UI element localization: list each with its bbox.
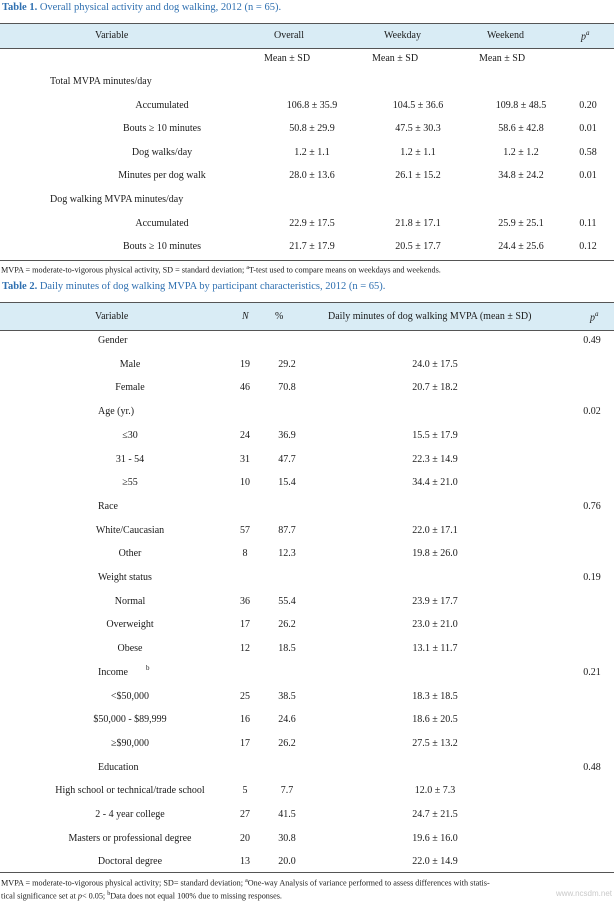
table-row: [0, 165, 614, 189]
cell-overall: 28.0 ± 13.6: [289, 170, 335, 182]
cell-n: 19: [240, 358, 250, 370]
cell-mvpa: 13.1 ± 11.7: [412, 643, 458, 655]
row-label: Normal: [114, 595, 146, 607]
cell-p: 0.12: [579, 241, 597, 253]
table1-header-p-sup: a: [586, 29, 590, 37]
table2-header-pct: %: [275, 311, 284, 322]
table-row: [0, 401, 614, 425]
cell-pct: 36.9: [278, 429, 296, 441]
table1-header-overall: Overall: [274, 30, 304, 41]
table-row: [0, 354, 614, 378]
table1-label: Table 1.: [2, 2, 38, 13]
cell-pct: 47.7: [278, 453, 296, 465]
row-label: Male: [119, 358, 141, 370]
cell-pct: 7.7: [280, 785, 294, 797]
row-label: Doctoral degree: [97, 856, 163, 868]
row-label: <$50,000: [110, 690, 150, 702]
cell-n: 27: [240, 809, 250, 820]
cell-weekday: 26.1 ± 15.2: [395, 170, 441, 182]
cell-p: 0.20: [579, 99, 597, 111]
cell-mvpa: 20.7 ± 18.2: [412, 382, 458, 394]
table-row: [0, 496, 614, 520]
cell-n: 12: [240, 643, 250, 655]
row-label: White/Caucasian: [95, 524, 165, 536]
table1-subheader-weekend: Mean ± SD: [479, 53, 526, 64]
row-label: Other: [118, 548, 142, 560]
cell-mvpa: 19.8 ± 26.0: [412, 548, 458, 560]
cell-weekend: 34.8 ± 24.2: [498, 170, 544, 182]
table-row: [0, 377, 614, 401]
table-row: [0, 591, 614, 615]
cell-weekend: 25.9 ± 25.1: [498, 217, 544, 229]
table-row: [0, 638, 614, 662]
cell-n: 13: [240, 856, 250, 868]
table1-header-weekday: Weekday: [384, 30, 421, 41]
table-row: [0, 330, 614, 354]
table-row: [0, 780, 614, 804]
cell-p: 0.19: [583, 572, 601, 583]
cell-weekday: 21.8 ± 17.1: [395, 217, 441, 229]
cell-weekday: 104.5 ± 36.6: [392, 99, 444, 111]
table1-subheader-weekday: Mean ± SD: [372, 53, 419, 64]
table-row: [0, 828, 614, 852]
cell-pct: 41.5: [278, 809, 296, 820]
cell-pct: 29.2: [278, 358, 296, 370]
table1-bottom-rule: [0, 260, 614, 261]
row-label: Gender: [98, 335, 128, 346]
table-row: [0, 686, 614, 710]
row-label: Minutes per dog walk: [118, 170, 206, 182]
row-label: Overweight: [106, 619, 154, 631]
cell-pct: 55.4: [278, 595, 296, 607]
cell-p: 0.01: [579, 170, 597, 182]
cell-n: 24: [240, 429, 250, 441]
row-label: Bouts ≥ 10 minutes: [123, 241, 201, 253]
row-label: Dog walks/day: [131, 146, 193, 158]
row-label: ≥55: [122, 477, 138, 489]
cell-p: 0.49: [583, 335, 601, 346]
row-label: Income: [98, 666, 128, 678]
table1-header-variable: Variable: [95, 30, 129, 41]
cell-mvpa: 15.5 ± 17.9: [412, 429, 458, 441]
table1-subheader-overall: Mean ± SD: [264, 53, 311, 64]
cell-n: 57: [240, 524, 250, 536]
cell-overall: 22.9 ± 17.5: [289, 217, 335, 229]
cell-p: 0.11: [579, 217, 597, 229]
cell-mvpa: 22.0 ± 17.1: [412, 524, 458, 536]
cell-mvpa: 22.0 ± 14.9: [412, 856, 458, 868]
table1-header-weekend: Weekend: [487, 30, 524, 41]
cell-mvpa: 27.5 ± 13.2: [412, 737, 458, 749]
cell-weekday: 1.2 ± 1.1: [400, 146, 436, 158]
row-label: Age (yr.): [98, 406, 135, 418]
cell-p: 0.76: [583, 500, 601, 512]
row-label-sup: b: [146, 663, 150, 672]
row-label: Obese: [117, 643, 143, 655]
cell-p: 0.01: [579, 123, 597, 135]
row-label: 2 - 4 year college: [95, 809, 165, 820]
cell-weekend: 109.8 ± 48.5: [495, 99, 547, 111]
cell-overall: 106.8 ± 35.9: [286, 99, 338, 111]
cell-p: 0.58: [579, 146, 597, 158]
table-row: [0, 804, 614, 828]
table-row: [0, 520, 614, 544]
cell-n: 20: [240, 832, 250, 844]
table1-title: Overall physical activity and dog walking, 2012 (n = 65).: [39, 2, 282, 13]
row-label: ≤30: [122, 429, 138, 441]
cell-weekend: 58.6 ± 42.8: [498, 123, 544, 135]
watermark: www.ncsdm.net: [555, 889, 612, 898]
table2-header-variable: Variable: [95, 311, 129, 322]
cell-pct: 87.7: [278, 524, 296, 536]
table-row: [0, 709, 614, 733]
cell-mvpa: 24.7 ± 21.5: [412, 809, 458, 820]
row-label: High school or technical/trade school: [55, 785, 205, 797]
table-row: [0, 472, 614, 496]
table-row: [0, 118, 614, 142]
cell-overall: 21.7 ± 17.9: [289, 241, 335, 253]
cell-p: 0.02: [583, 406, 601, 418]
cell-pct: 30.8: [278, 832, 296, 844]
table-row: [0, 614, 614, 638]
table-row: [0, 662, 614, 686]
cell-n: 17: [240, 619, 250, 631]
cell-mvpa: 23.0 ± 21.0: [412, 619, 458, 631]
row-label: Female: [115, 382, 145, 394]
cell-n: 16: [240, 714, 250, 726]
row-label: Race: [98, 500, 118, 512]
table1-footnote: MVPA = moderate-to-vigorous physical activity, SD = standard deviation; $^a$T-test used to compare means on weekdays and weekends.: [1, 265, 441, 275]
table1-header-p: $p^a$: [581, 29, 590, 43]
row-label: $50,000 - $89,999: [93, 714, 167, 726]
row-label: Weight status: [98, 572, 152, 583]
table-row: [0, 189, 614, 213]
cell-mvpa: 19.6 ± 16.0: [412, 832, 458, 844]
cell-mvpa: 22.3 ± 14.9: [412, 453, 458, 465]
row-label: Total MVPA minutes/day: [50, 76, 152, 87]
row-label: ≥$90,000: [111, 737, 149, 749]
table1-subheader: [0, 50, 614, 70]
table-row: [0, 236, 614, 260]
table-row: [0, 213, 614, 237]
cell-pct: 26.2: [278, 737, 296, 749]
cell-n: 10: [240, 477, 250, 489]
table-row: [0, 142, 614, 166]
cell-pct: 20.0: [278, 856, 296, 868]
cell-mvpa: 34.4 ± 21.0: [412, 477, 458, 489]
row-label: Education: [98, 761, 139, 773]
table-row: [0, 95, 614, 119]
table2-bottom-rule: [0, 872, 614, 873]
cell-pct: 70.8: [278, 382, 296, 394]
table2-caption: [2, 281, 614, 292]
cell-n: 36: [240, 595, 250, 607]
row-label: Dog walking MVPA minutes/day: [50, 194, 184, 205]
table-row: [0, 733, 614, 757]
table-row: [0, 567, 614, 591]
cell-mvpa: 23.9 ± 17.7: [412, 595, 458, 607]
table2-header-mvpa: Daily minutes of dog walking MVPA (mean ± SD): [328, 311, 532, 322]
cell-weekend: 24.4 ± 25.6: [498, 241, 544, 253]
cell-pct: 24.6: [278, 714, 296, 726]
table2-footnote: MVPA = moderate-to-vigorous physical activity; SD= standard deviation; $^a$One-way Analysis of variance performed to assess differences with statis- tical significance set at p< 0.05; $^b$Data does not equal 100% due to missing responses.: [1, 878, 490, 901]
table1-caption: [2, 2, 614, 13]
cell-weekend: 1.2 ± 1.2: [503, 146, 539, 158]
table-row: [0, 71, 614, 95]
cell-pct: 18.5: [278, 643, 296, 655]
cell-n: 5: [242, 785, 248, 797]
cell-n: 46: [240, 382, 250, 394]
cell-p: 0.48: [583, 761, 601, 773]
cell-mvpa: 18.3 ± 18.5: [412, 690, 458, 702]
table2-title: Daily minutes of dog walking MVPA by participant characteristics, 2012 (n = 65).: [39, 281, 386, 292]
cell-weekday: 20.5 ± 17.7: [395, 241, 441, 253]
cell-mvpa: 24.0 ± 17.5: [412, 358, 458, 370]
cell-n: 25: [240, 690, 250, 702]
cell-pct: 15.4: [278, 477, 296, 489]
cell-pct: 12.3: [278, 548, 296, 560]
table-row: [0, 449, 614, 473]
table-row: [0, 543, 614, 567]
cell-n: 17: [240, 737, 250, 749]
table-row: [0, 425, 614, 449]
row-label: Bouts ≥ 10 minutes: [123, 123, 201, 135]
cell-n: 31: [240, 453, 250, 465]
cell-pct: 38.5: [278, 690, 296, 702]
cell-pct: 26.2: [278, 619, 296, 631]
cell-mvpa: 18.6 ± 20.5: [412, 714, 458, 726]
row-label: Accumulated: [135, 99, 189, 111]
row-label: Masters or professional degree: [68, 832, 192, 844]
row-label: 31 - 54: [115, 453, 145, 465]
table2-header: [0, 302, 614, 331]
table2-header-p: $p^a$: [590, 310, 599, 324]
cell-n: 8: [242, 548, 248, 560]
table1-header: [0, 23, 614, 49]
cell-mvpa: 12.0 ± 7.3: [414, 785, 456, 797]
cell-p: 0.21: [583, 666, 601, 678]
table2-header-n: N: [242, 311, 249, 322]
table2-label: Table 2.: [2, 281, 38, 292]
cell-overall: 1.2 ± 1.1: [294, 146, 330, 158]
cell-weekday: 47.5 ± 30.3: [395, 123, 441, 135]
row-label: Accumulated: [135, 217, 189, 229]
cell-overall: 50.8 ± 29.9: [289, 123, 335, 135]
table2-header-p-sup: a: [595, 310, 599, 318]
table-row: [0, 757, 614, 781]
